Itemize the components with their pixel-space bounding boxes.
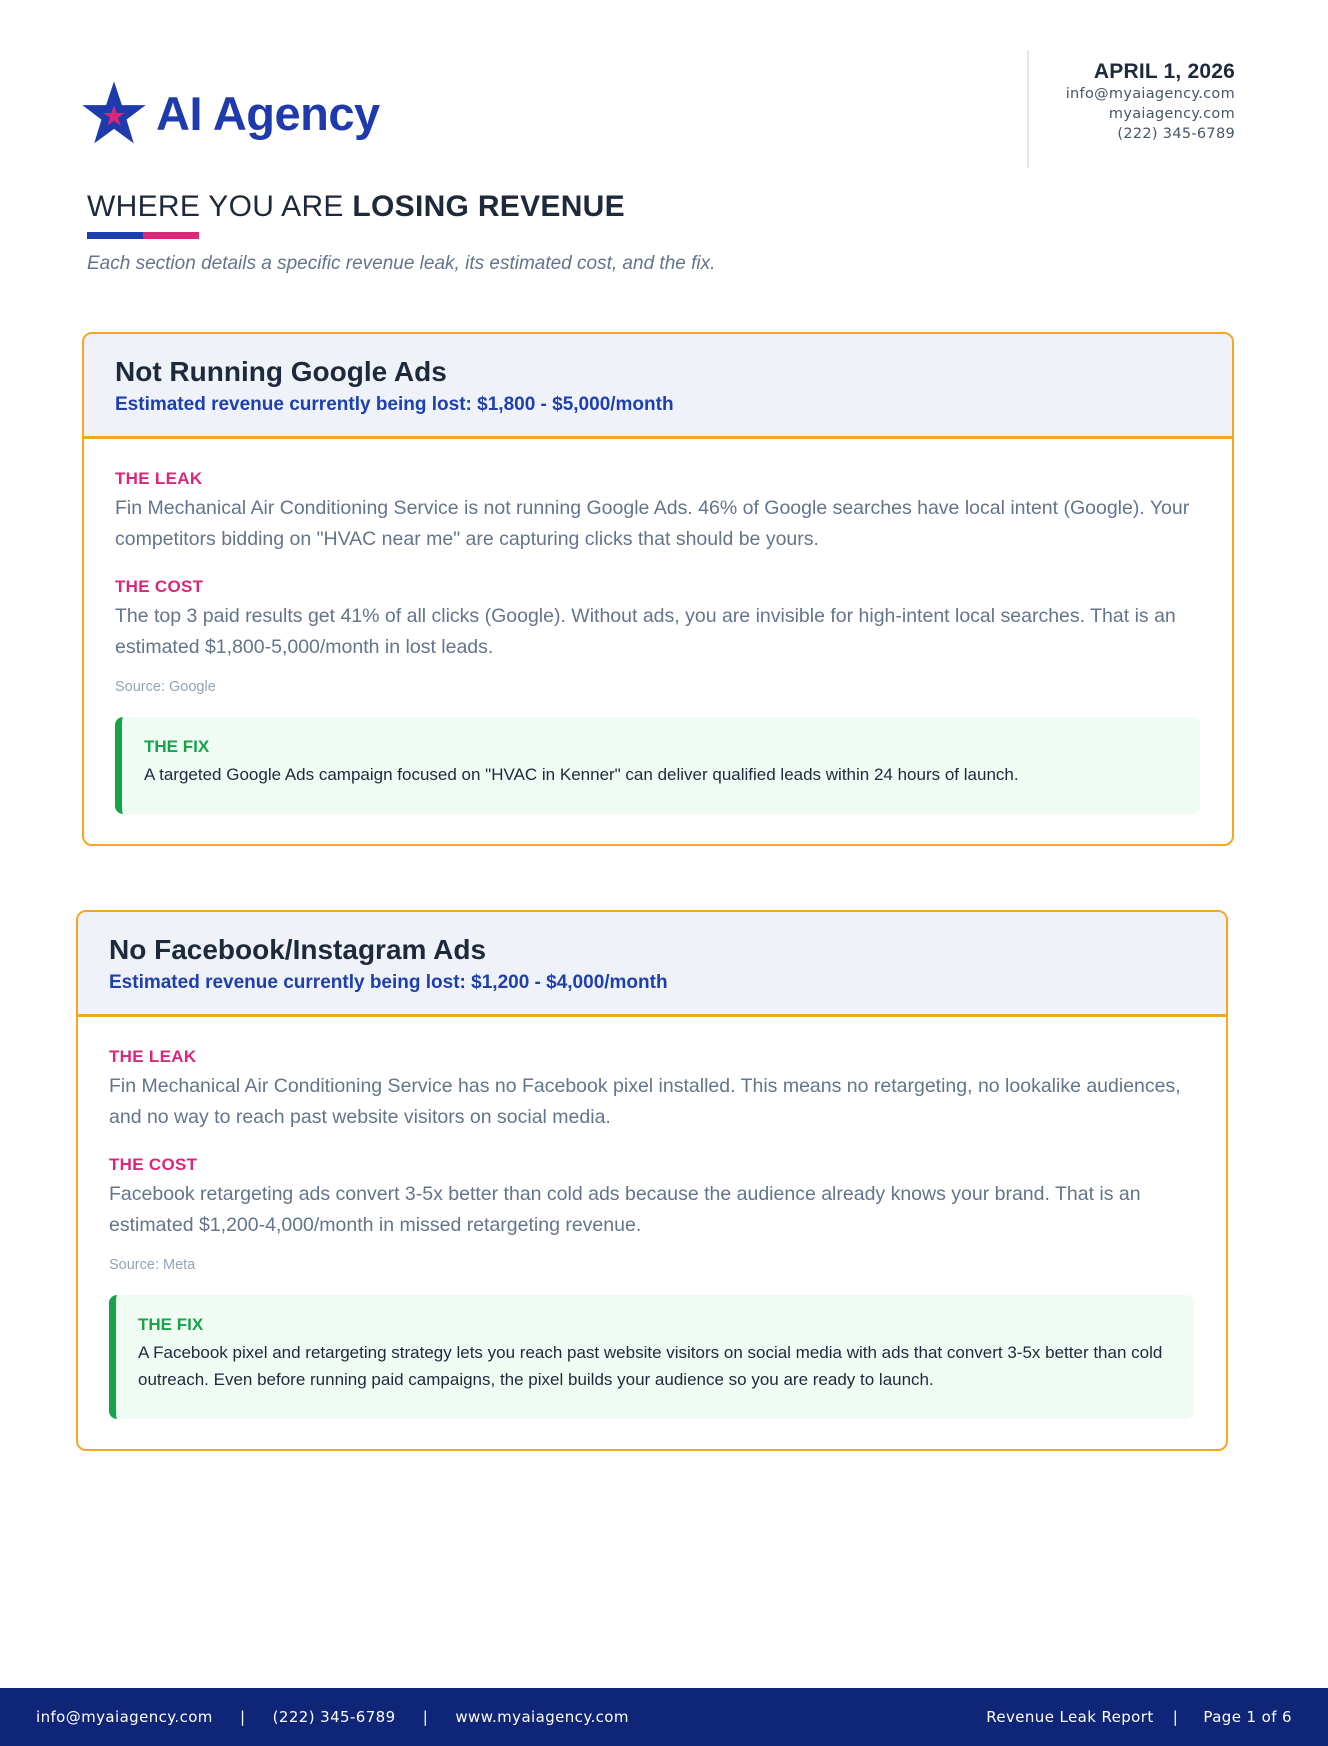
footer-separator: | xyxy=(1172,1708,1179,1726)
cost-section xyxy=(115,577,1200,663)
footer-separator: | xyxy=(422,1708,429,1726)
fix-label: THE FIX xyxy=(138,1315,204,1334)
page-title-block xyxy=(87,190,715,275)
footer-page-indicator: Page 1 of 6 xyxy=(1203,1708,1292,1726)
header-contact-block xyxy=(935,50,1235,170)
footer-separator: | xyxy=(240,1708,246,1726)
card-header xyxy=(78,912,1226,1017)
cost-text: Facebook retargeting ads convert 3-5x better than cold ads because the audience already knows your brand. That is an estimated $1,200-4,000/month in missed retargeting revenue. xyxy=(109,1183,1141,1236)
fix-callout xyxy=(109,1295,1194,1419)
revenue-leak-card xyxy=(76,910,1228,1451)
header-website: myaiagency.com xyxy=(1108,106,1235,122)
source-note: Source: Meta xyxy=(109,1257,196,1273)
header-phone: (222) 345-6789 xyxy=(1117,126,1235,142)
leak-section xyxy=(109,1047,1194,1133)
footer-website: www.myaiagency.com xyxy=(455,1708,629,1726)
leak-text: Fin Mechanical Air Conditioning Service has no Facebook pixel installed. This means no retargeting, no lookalike audiences, and no way to reach past website visitors on social media. xyxy=(109,1075,1181,1128)
cost-text: The top 3 paid results get 41% of all clicks (Google). Without ads, you are invisible for high-intent local searches. That is an estimated $1,800-5,000/month in lost leads. xyxy=(115,605,1176,658)
footer-email: info@myaiagency.com xyxy=(36,1708,213,1726)
card-title: No Facebook/Instagram Ads xyxy=(109,934,487,965)
brand-logo xyxy=(80,80,380,146)
leak-text: Fin Mechanical Air Conditioning Service is not running Google Ads. 46% of Google searches have local intent (Google). Your competitors bidding on "HVAC near me" are capturing clicks that should be yours. xyxy=(115,497,1190,550)
footer-contact xyxy=(36,1708,629,1726)
fix-text: A targeted Google Ads campaign focused on "HVAC in Kenner" can deliver qualified leads within 24 hours of launch. xyxy=(144,765,1019,784)
source-note: Source: Google xyxy=(115,679,216,695)
card-estimated-loss: Estimated revenue currently being lost: $1,200 - $4,000/month xyxy=(109,972,668,993)
brand-name: AI Agency xyxy=(156,86,380,140)
leak-label: THE LEAK xyxy=(109,1047,197,1066)
card-header xyxy=(84,334,1232,439)
card-body xyxy=(78,1017,1226,1449)
footer-report-info xyxy=(986,1708,1292,1726)
title-underline xyxy=(87,232,715,239)
page-footer xyxy=(0,1688,1328,1746)
page-title-bold: LOSING REVENUE xyxy=(352,190,625,223)
revenue-leak-card xyxy=(82,332,1234,846)
page-subtitle: Each section details a specific revenue leak, its estimated cost, and the fix. xyxy=(87,253,716,274)
fix-label: THE FIX xyxy=(144,737,210,756)
cost-section xyxy=(109,1155,1194,1241)
header-email: info@myaiagency.com xyxy=(1065,86,1235,102)
report-header xyxy=(0,0,1328,180)
card-estimated-loss: Estimated revenue currently being lost: $1,800 - $5,000/month xyxy=(115,394,674,415)
leak-section xyxy=(115,469,1200,555)
card-body xyxy=(84,439,1232,844)
footer-phone: (222) 345-6789 xyxy=(272,1708,396,1726)
leak-label: THE LEAK xyxy=(115,469,203,488)
underline-blue xyxy=(87,232,143,239)
report-date: APRIL 1, 2026 xyxy=(1093,60,1235,83)
page-title xyxy=(87,190,715,224)
cost-label: THE COST xyxy=(109,1155,198,1174)
page-title-light: WHERE YOU ARE xyxy=(87,190,353,223)
star-icon xyxy=(80,80,148,146)
footer-report-name: Revenue Leak Report xyxy=(986,1708,1154,1726)
cost-label: THE COST xyxy=(115,577,204,596)
fix-text: A Facebook pixel and retargeting strategy lets you reach past website visitors on social media with ads that convert 3-5x better than cold outreach. Even before running paid campaigns, the pixel builds your audience so you are ready to launch. xyxy=(138,1343,1163,1389)
underline-pink xyxy=(143,232,199,239)
fix-callout xyxy=(115,717,1200,814)
card-title: Not Running Google Ads xyxy=(115,356,447,387)
